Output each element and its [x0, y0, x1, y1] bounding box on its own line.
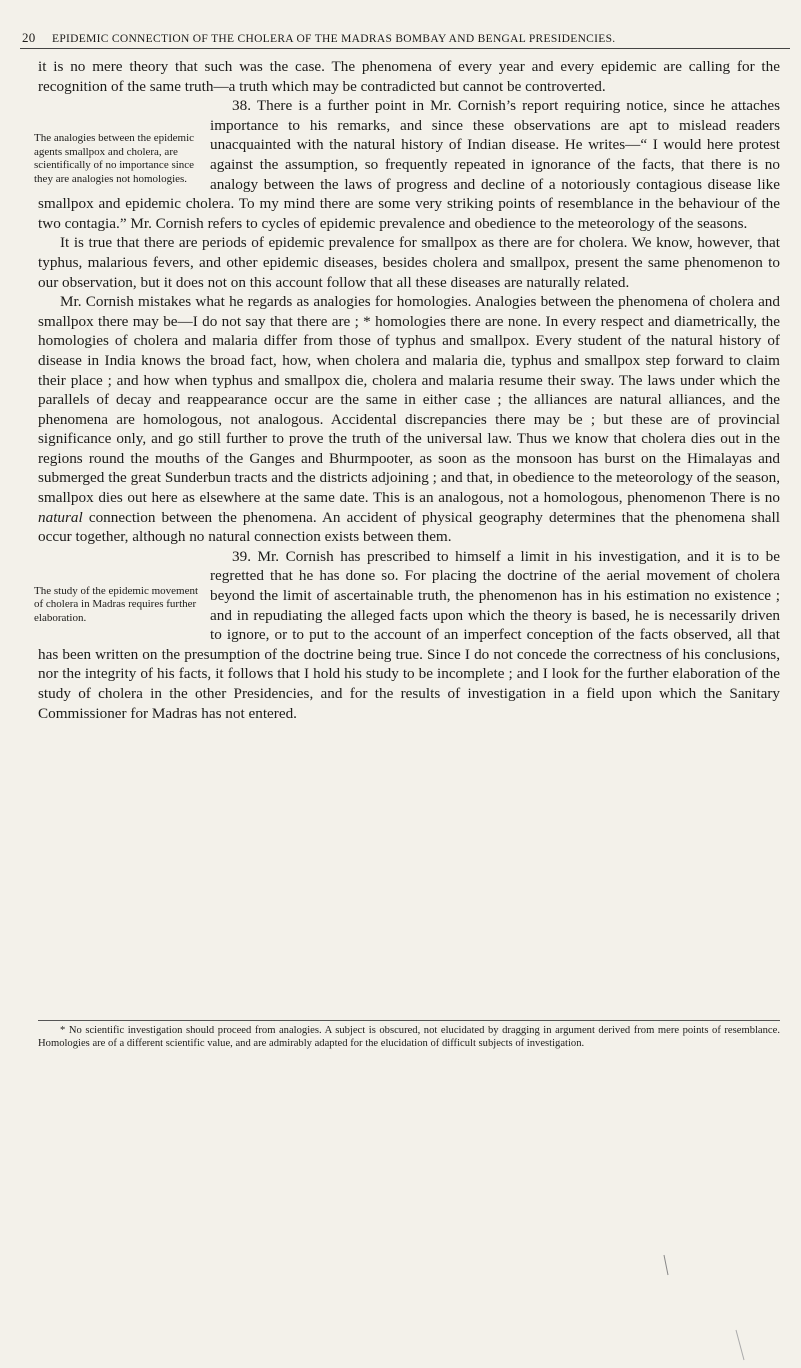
- sidenote-analogies: The analogies between the epidemic agents smallpox and cholera, are scientifically of no importance since they are analogies not homologies.: [34, 132, 195, 185]
- paragraph-4-text: Mr. Cornish mistakes what he regards as analogies for homologies. Analogies between the phenomena of cholera and smallpox there may be—I do not say that there are ; * homologies there are none. In every respect and diametrically, the homologies of cholera and malaria differ from those of typhus and smallpox. Every student of the natural history of disease in India knows the broad fact, how, when cholera and malaria die, typhus and smallpox step forward to claim their place ; and how when typhus and smallpox die, cholera and malaria resume their sway. The laws under which the parallels of decay and reappearance occur are the same in either case ; the alliances are natural alliances, and the phenomena are homologous, not analogous. Accidental discrepancies there may be ; but these are of provincial significance only, and go still further to prove the truth of the universal law. Thus we know that cholera dies out in the regions round the mouths of the Ganges and Bhurmpooter, as soon as the monsoon has burst on the Himalayas and submerged the great Sunderbun tracts and the districts adjoining ; and that, in obedience to the meteorology of the season, smallpox dies out here as elsewhere at the same date. This is an analogous, not a homologous, phenomenon There is no: [38, 293, 780, 507]
- sidenote-study: The study of the epidemic movement of cholera in Madras requires further elaboration.: [34, 584, 199, 624]
- running-title: EPIDEMIC CONNECTION OF THE CHOLERA OF THE MADRAS BOMBAY AND BENGAL PRESIDENCIES.: [52, 33, 616, 45]
- paragraph-39: 39. Mr. Cornish has prescribed to himself a limit in his investigation, and it is to be regretted that he has done so. For placing the doctrine of the aerial movement of cholera beyond the limit of ascertainable truth, the phenomenon has in his estimation no existence ; and in repudiating the alleged facts upon which the theory is based, he is necessarily driven to ignore, or to put to the account of an imperfect conception of the facts observed, all that has been written on the presumption of the doctrine being true. Since I do not concede the correctness of his conclusions, nor the integrity of his facts, it follows that I hold his study to be incomplete ; and I look for the further elaboration of the study of cholera in the other Presidencies, and for the results of investigation in a field upon which the Sanitary Commissioner for Madras has not entered.: [38, 547, 780, 722]
- page-number: 20: [22, 30, 36, 45]
- italic-natural: natural: [38, 508, 83, 526]
- paragraph-1: it is no mere theory that such was the case. The phenomena of every year and every epidemic are calling for the recognition of the same truth—a truth which may be contradicted but cannot be controverted.: [38, 58, 780, 95]
- footnote: * No scientific investigation should proceed from analogies. A subject is obscured, not elucidated by dragging in argument derived from mere points of resemblance. Homologies are of a different scientific value, and are admirably adapted for the elucidation of difficult subjects of investigation.: [38, 1025, 780, 1050]
- crease-mark: [736, 1330, 744, 1360]
- paragraph-38: 38. There is a further point in Mr. Cornish’s report requiring notice, since he attaches importance to his remarks, and since these observations are apt to mislead readers unacquainted with the natural history of Indian disease. He writes—“ I would here protest against the assumption, so frequently repeated in ignorance of the facts, that there is no analogy between the laws of progress and decline of a notoriously contagious disease like smallpox and epidemic cholera. To my mind there are some very striking points of resemblance in the behaviour of the two contagia.” Mr. Cornish refers to cycles of epidemic prevalence and obedience to the meteorology of the seasons.: [38, 97, 780, 232]
- paragraph-4-tail: connection between the phenomena. An accident of physical geography determines that the phenomena shall occur together, although no natural connection exists between them.: [38, 508, 780, 546]
- paragraph-3: It is true that there are periods of epidemic prevalence for smallpox as there are for cholera. We know, however, that typhus, malarious fevers, and other epidemic diseases, besides cholera and smallpox, present the same phenomenon to our observation, but it does not on this account follow that all these diseases are naturally related.: [38, 234, 780, 291]
- pencil-mark: [664, 1255, 668, 1275]
